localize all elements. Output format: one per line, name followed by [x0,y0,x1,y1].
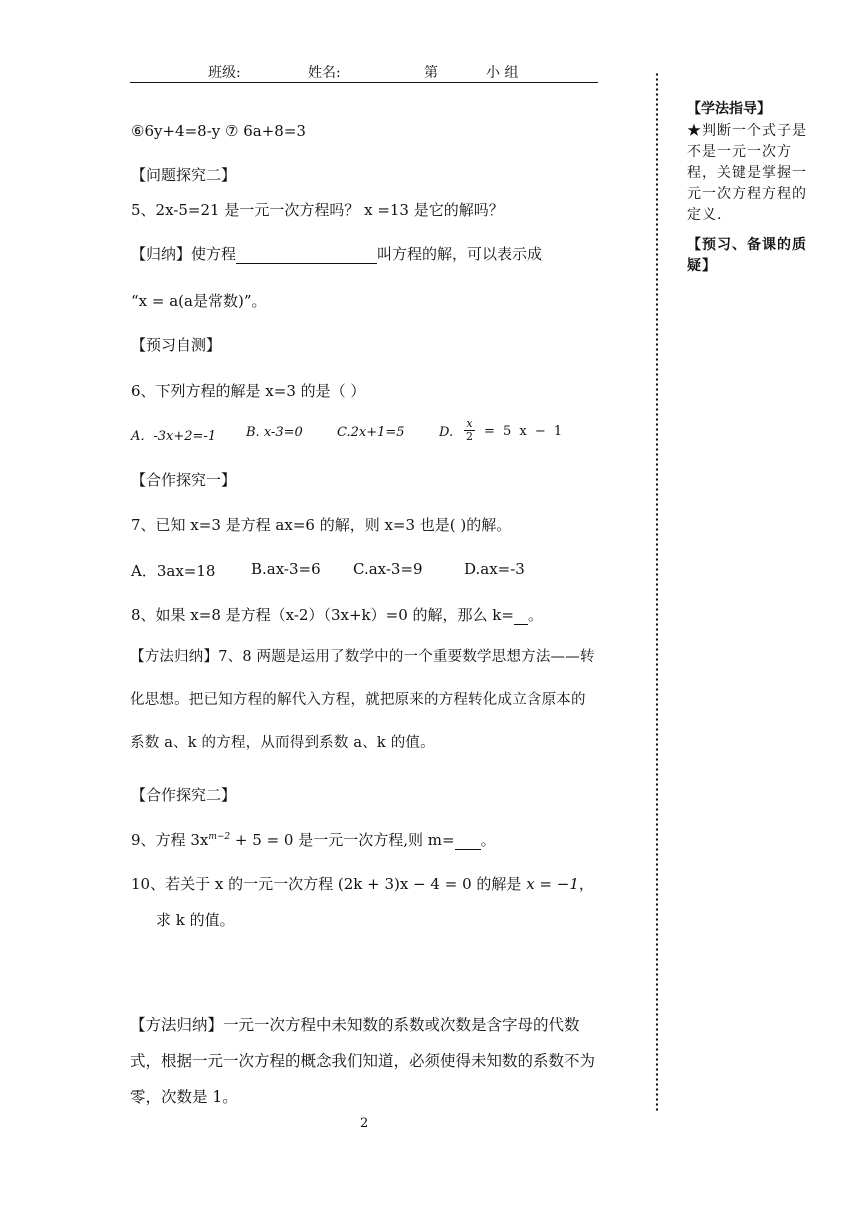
question-10-line-2: 求 k 的值。 [156,911,235,929]
q6-option-c: C.2x+1=5 [337,425,405,440]
method-summary-1: 【方法归纳】7、8 两题是运用了数学中的一个重要数学思想方法——转化思想。把已知方程的解代入方程，就把原来的方程转化成立含原本的系数 a、k 的方程，从而得到系数 a、k 的值。 [130,649,595,751]
equations-6-7: ⑥6y+4=8-y ⑦ 6a+8=3 [131,122,306,140]
method-summary-2: 【方法归纳】一元一次方程中未知数的系数或次数是含字母的代数式，根据一元一次方程的概念我们知道，必须使得未知数的系数不为零，次数是 1。 [130,1016,596,1106]
q9-blank [455,831,481,850]
q9-formula-rest: + 5 = 0 [230,831,294,849]
q9-formula-base: 3x [190,831,209,849]
q7-option-a: A．3ax=18 [131,562,216,580]
question-9 [131,829,496,850]
summary-blank [236,245,377,264]
q9-text-c: 。 [480,831,496,849]
cooperative-explore-1-title: 【合作探究一】 [131,471,237,489]
name-label: 姓名: [308,65,341,81]
q6-option-d-rest: = 5 x − 1 [484,424,565,439]
guide-text: ★判断一个式子是不是一元一次方程，关键是掌握一元一次方程方程的定义. [687,123,807,223]
cooperative-explore-2-title: 【合作探究二】 [131,786,237,804]
question-10 [131,873,594,894]
q8-text-a: 8、如果 x=8 是方程（x-2）（3x+k）=0 的解，那么 k= [131,606,514,624]
summary-text-b: 叫方程的解，可以表示成 [377,245,543,263]
q6-option-d-fraction [464,418,475,443]
summary-line [131,243,542,264]
q6-option-d-label: D. [439,425,454,440]
q9-text-a: 9、方程 [131,831,186,849]
q10-formula: (2k + 3)x − 4 = 0 [337,875,472,893]
fraction-numerator: x [464,418,475,431]
q9-formula-exponent: m−2 [208,832,231,842]
summary-text-a: 【归纳】使方程 [131,245,237,263]
question-7: 7、已知 x=3 是方程 ax=6 的解，则 x=3 也是( )的解。 [131,516,512,534]
q9-formula [190,831,293,849]
summary-formula: “x = a(a是常数)”。 [131,292,267,310]
group-suffix: 小 组 [486,65,519,81]
q10-text-a: 10、若关于 x 的一元一次方程 [131,875,334,893]
group-label: 第 [424,65,438,81]
q10-formula-2: x = −1 [526,875,579,893]
q8-blank [514,606,528,625]
q7-option-b: B.ax-3=6 [251,560,321,578]
doubt-title: 【预习、备课的质疑】 [687,237,807,274]
q7-option-d: D.ax=-3 [464,560,525,578]
class-label: 班级: [208,65,241,81]
q10-text-c: ， [578,875,594,893]
q6-option-a: A．-3x+2=-1 [131,429,217,444]
header-divider [130,82,598,83]
fraction-denominator: 2 [466,430,473,443]
question-8 [131,604,543,625]
q10-text-b: 的解是 [476,875,522,893]
q9-text-b: 是一元一次方程,则 m= [298,831,455,849]
q8-text-b: 。 [527,606,543,624]
q7-option-c: C.ax-3=9 [353,560,423,578]
question-5: 5、2x-5=21 是一元一次方程吗？ x =13 是它的解吗？ [131,201,504,219]
guide-title: 【学法指导】 [687,101,771,117]
self-test-title: 【预习自测】 [131,336,222,354]
question-6: 6、下列方程的解是 x=3 的是（ ） [131,382,366,400]
dotted-divider [655,72,659,1112]
question-explore-2-title: 【问题探究二】 [131,166,237,184]
q6-option-b: B. x-3=0 [246,425,303,440]
page-number: 2 [360,1116,369,1131]
